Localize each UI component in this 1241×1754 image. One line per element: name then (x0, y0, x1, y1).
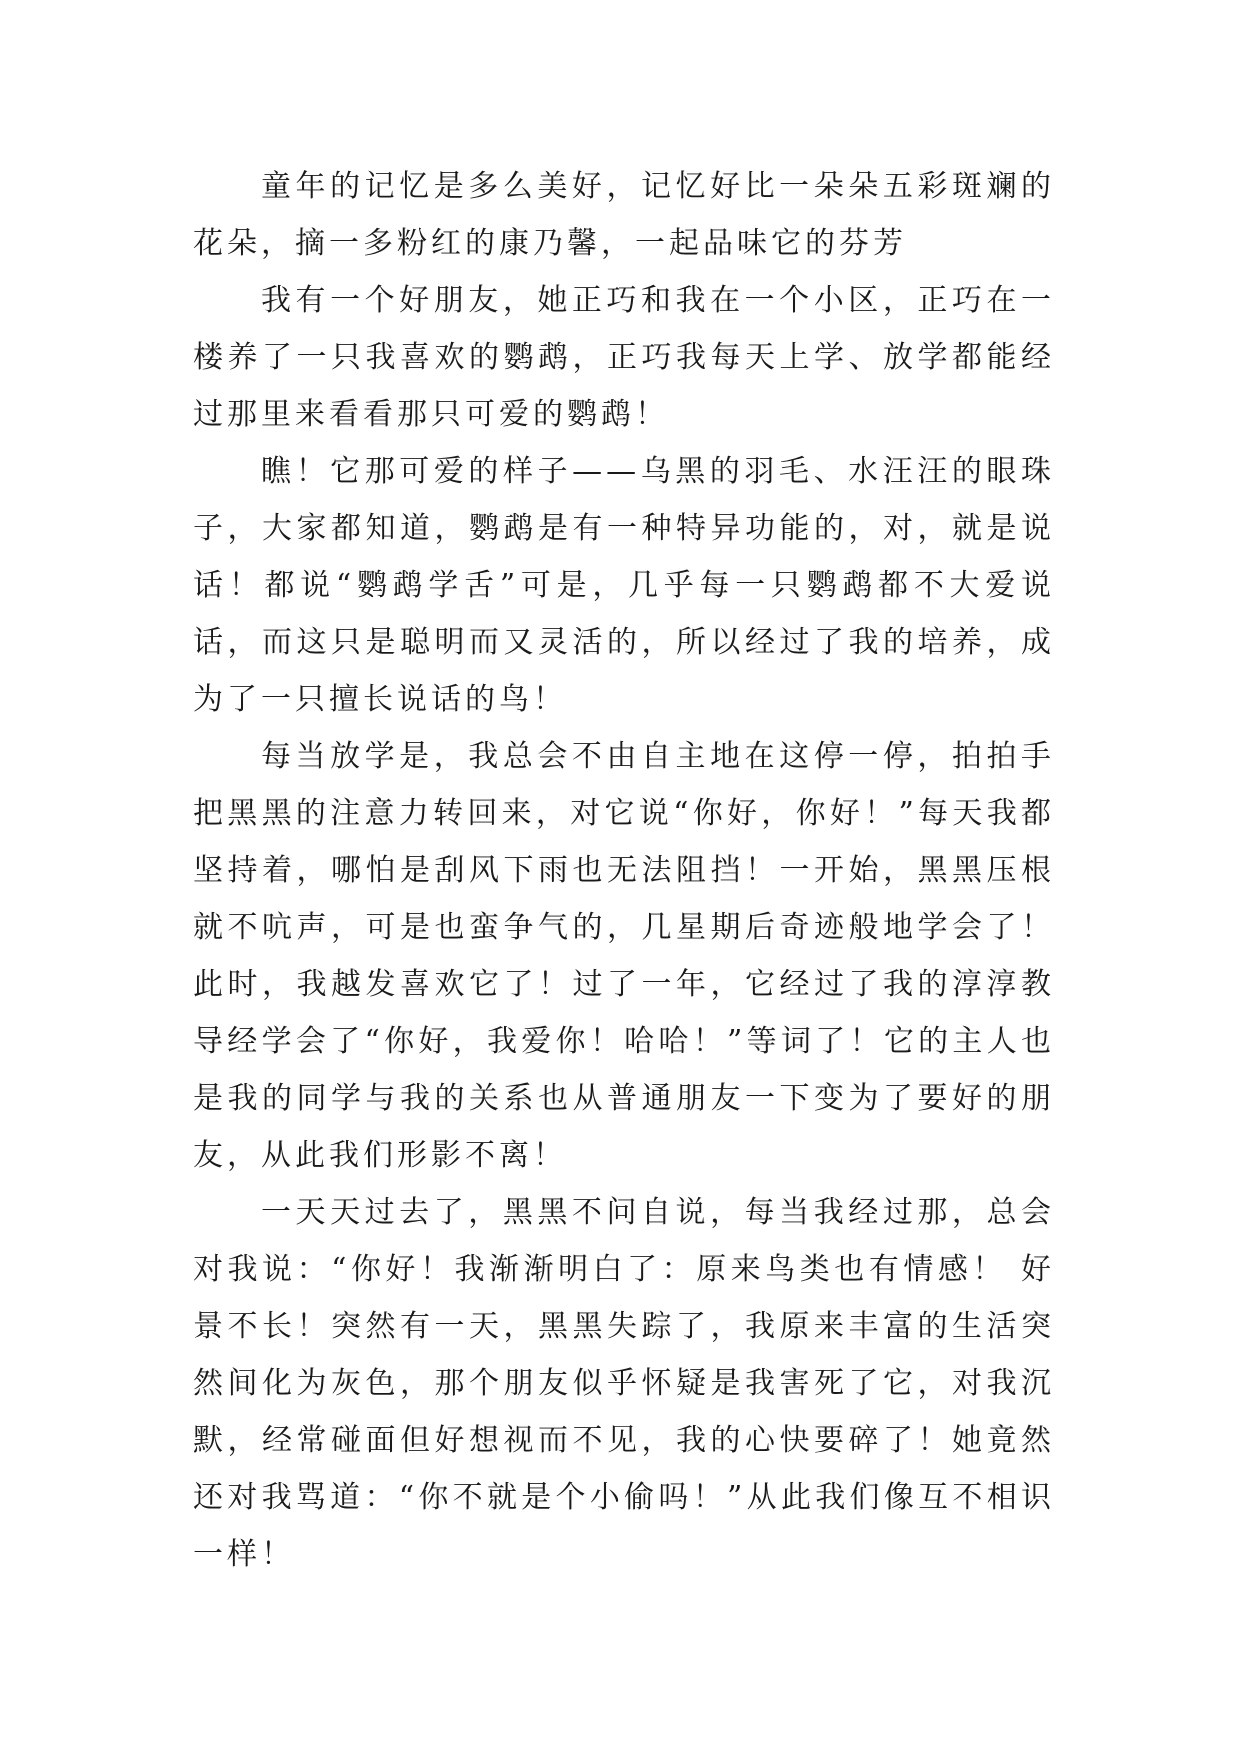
paragraph-4: 每当放学是，我总会不由自主地在这停一停，拍拍手把黑黑的注意力转回来，对它说“你好，你好！”每天我都坚持着，哪怕是刮风下雨也无法阻挡！一开始，黑黑压根就不吭声，可是也蛮争气的，几星期后奇迹般地学会了！此时，我越发喜欢它了！过了一年，它经过了我的淳淳教导经学会了“你好，我爱你！哈哈！”等词了！它的主人也是我的同学与我的关系也从普通朋友一下变为了要好的朋友，从此我们形影不离！ (193, 739, 1055, 1173)
paragraph-5: 一天天过去了，黑黑不问自说，每当我经过那，总会对我说：“你好！我渐渐明白了：原来鸟类也有情感！ 好景不长！突然有一天，黑黑失踪了，我原来丰富的生活突然间化为灰色，那个朋友似乎怀疑是我害死了它，对我沉默，经常碰面但好想视而不见，我的心快要碎了！她竟然还对我骂道：“你不就是个小偷吗！”从此我们像互不相识一样！ (193, 1195, 1055, 1572)
essay-body (193, 158, 1055, 1583)
paragraph-2: 我有一个好朋友，她正巧和我在一个小区，正巧在一楼养了一只我喜欢的鹦鹉，正巧我每天上学、放学都能经过那里来看看那只可爱的鹦鹉！ (193, 283, 1055, 432)
paragraph-3: 瞧！它那可爱的样子——乌黑的羽毛、水汪汪的眼珠子，大家都知道，鹦鹉是有一种特异功能的，对，就是说话！都说“鹦鹉学舌”可是，几乎每一只鹦鹉都不大爱说话，而这只是聪明而又灵活的，所以经过了我的培养，成为了一只擅长说话的鸟！ (193, 454, 1055, 717)
paragraph-1: 童年的记忆是多么美好，记忆好比一朵朵五彩斑斓的花朵，摘一多粉红的康乃馨，一起品味它的芬芳 (193, 169, 1055, 261)
